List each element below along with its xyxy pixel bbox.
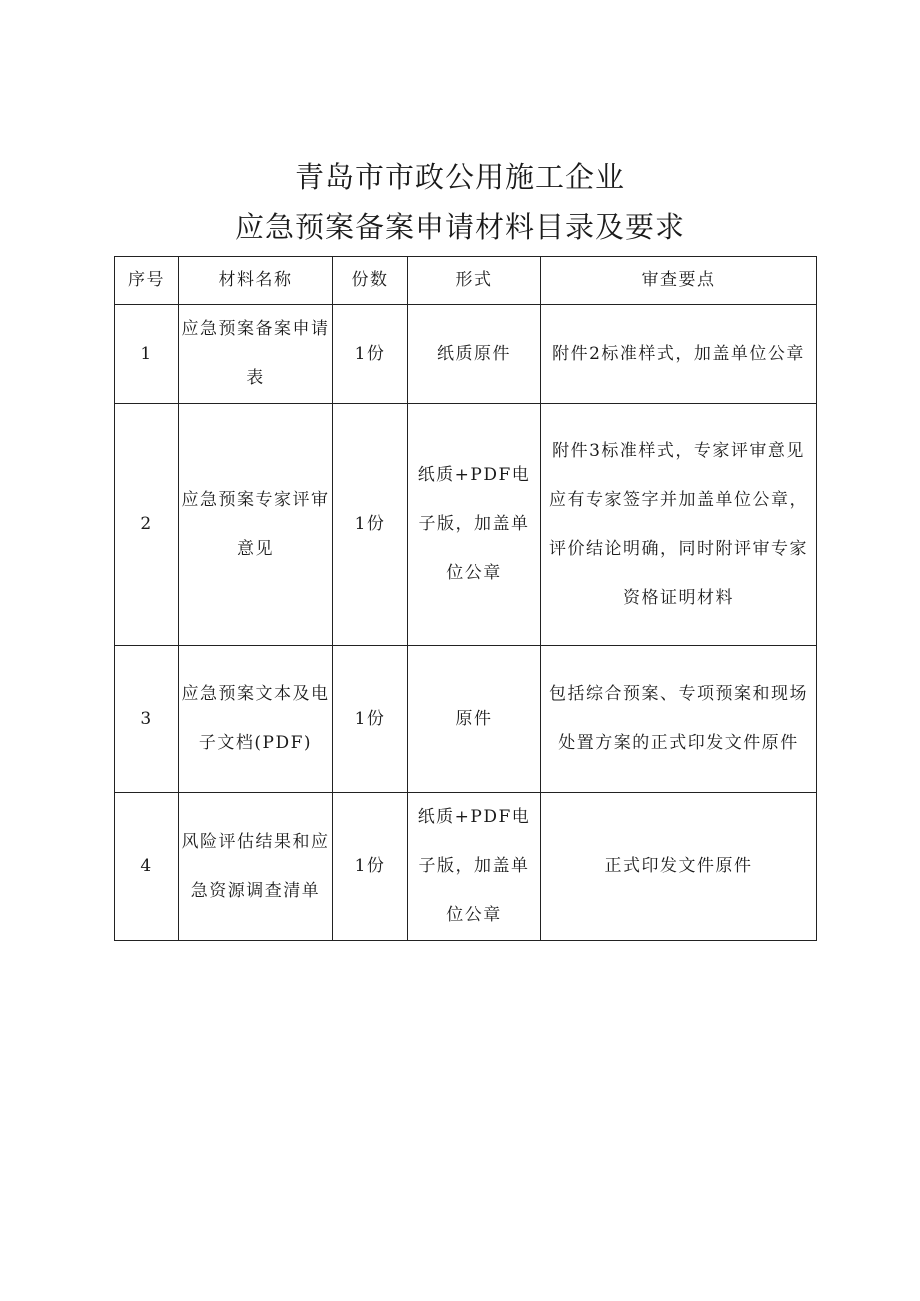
cell-name: 应急预案文本及电子文档(PDF) [179,646,333,793]
document-title [0,152,920,252]
cell-copies: 1份 [333,404,408,646]
cell-form: 原件 [408,646,541,793]
cell-copies: 1份 [333,305,408,404]
header-form: 形式 [408,257,541,305]
header-no: 序号 [115,257,179,305]
cell-points: 正式印发文件原件 [541,793,817,941]
cell-form: 纸质+PDF电子版，加盖单位公章 [408,793,541,941]
table-row [115,305,817,404]
title-line-1: 青岛市市政公用施工企业 [294,160,625,194]
header-points: 审查要点 [541,257,817,305]
cell-form: 纸质+PDF电子版，加盖单位公章 [408,404,541,646]
header-name: 材料名称 [179,257,333,305]
table-row [115,404,817,646]
cell-form: 纸质原件 [408,305,541,404]
materials-table [114,256,817,941]
cell-name: 应急预案备案申请表 [179,305,333,404]
cell-no: 2 [115,404,179,646]
title-line-2: 应急预案备案申请材料目录及要求 [234,210,685,244]
cell-copies: 1份 [333,646,408,793]
cell-no: 3 [115,646,179,793]
table-header-row [115,257,817,305]
header-copies: 份数 [333,257,408,305]
table-row [115,793,817,941]
table-row [115,646,817,793]
cell-points: 附件2标准样式，加盖单位公章 [541,305,817,404]
cell-name: 风险评估结果和应急资源调查清单 [179,793,333,941]
cell-points: 包括综合预案、专项预案和现场处置方案的正式印发文件原件 [541,646,817,793]
cell-no: 4 [115,793,179,941]
cell-no: 1 [115,305,179,404]
cell-name: 应急预案专家评审意见 [179,404,333,646]
cell-copies: 1份 [333,793,408,941]
cell-points: 附件3标准样式，专家评审意见应有专家签字并加盖单位公章，评价结论明确，同时附评审专家资格证明材料 [541,404,817,646]
